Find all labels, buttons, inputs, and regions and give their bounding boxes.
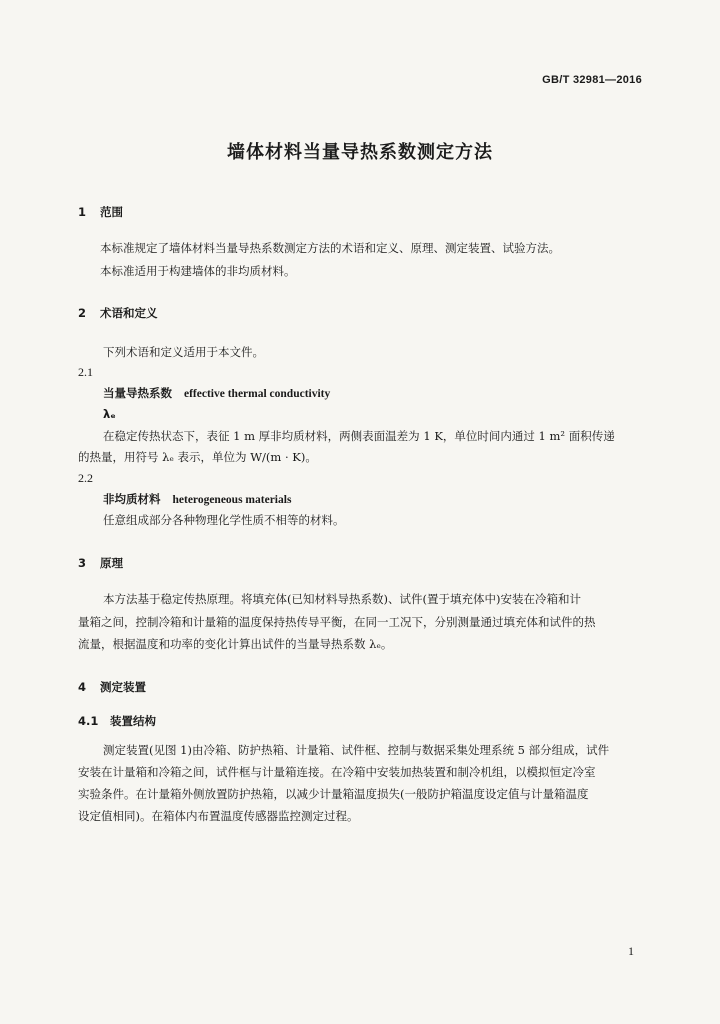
section-4-title: 测定装置 [100,680,146,694]
standard-number: GB/T 32981—2016 [542,74,642,86]
section-2-heading [78,305,158,321]
section-3-line-1: 本方法基于稳定传热原理。将填充体(已知材料导热系数)、试件(置于填充体中)安装在冷箱和计 [103,592,581,606]
term-2-1-definition-line-1: 在稳定传热状态下，表征 1 m 厚非均质材料，两侧表面温差为 1 K，单位时间内通过 1 m² 面积传递 [103,429,615,443]
term-2-2-definition: 任意组成部分各种物理化学性质不相等的材料。 [103,513,345,527]
section-2-intro: 下列术语和定义适用于本文件。 [103,345,264,359]
term-2-1-definition-line-2: 的热量，用符号 λₑ 表示，单位为 W/(m · K)。 [78,450,317,464]
subsection-4-1-number: 4.1 [78,714,99,728]
section-3-line-2: 量箱之间，控制冷箱和计量箱的温度保持热传导平衡，在同一工况下，分别测量通过填充体和试件的热 [78,615,596,629]
section-1-number: 1 [78,205,87,219]
document-title: 墙体材料当量导热系数测定方法 [227,142,493,163]
term-2-1-symbol: λₑ [103,407,116,421]
section-2-number: 2 [78,306,87,320]
section-1-paragraph-2: 本标准适用于构建墙体的非均质材料。 [100,264,296,278]
subsection-4-1-line-3: 实验条件。在计量箱外侧放置防护热箱，以减少计量箱温度损失(一般防护箱温度设定值与计量箱温度 [78,787,589,801]
section-4-number: 4 [78,680,87,694]
section-3-heading [78,555,123,571]
section-2-title: 术语和定义 [100,306,158,320]
subsection-4-1-line-4: 设定值相同)。在箱体内布置温度传感器监控测定过程。 [78,809,359,823]
clause-2-1-number: 2.1 [78,365,93,379]
section-4-heading [78,679,146,695]
term-2-1-chinese: 当量导热系数 [103,386,172,400]
section-3-number: 3 [78,556,87,570]
term-2-2-chinese: 非均质材料 [103,492,161,506]
section-3-title: 原理 [100,556,123,570]
term-2-1-english: effective thermal conductivity [184,388,331,400]
section-1-title: 范围 [100,205,123,219]
term-2-2-english: heterogeneous materials [172,494,292,506]
term-2-2 [103,491,291,507]
section-1-paragraph-1: 本标准规定了墙体材料当量导热系数测定方法的术语和定义、原理、测定装置、试验方法。 [100,241,560,255]
page-number: 1 [628,944,634,958]
section-1-heading [78,204,123,220]
subsection-4-1-title: 装置结构 [110,714,156,728]
subsection-4-1-heading [78,713,156,729]
term-2-1 [103,385,330,401]
section-3-line-3: 流量，根据温度和功率的变化计算出试件的当量导热系数 λₑ。 [78,637,393,651]
subsection-4-1-line-2: 安装在计量箱和冷箱之间，试件框与计量箱连接。在冷箱中安装加热装置和制冷机组，以模拟恒定冷室 [78,765,596,779]
clause-2-2-number: 2.2 [78,471,93,485]
subsection-4-1-line-1: 测定装置(见图 1)由冷箱、防护热箱、计量箱、试件框、控制与数据采集处理系统 5 部分组成，试件 [103,743,610,757]
